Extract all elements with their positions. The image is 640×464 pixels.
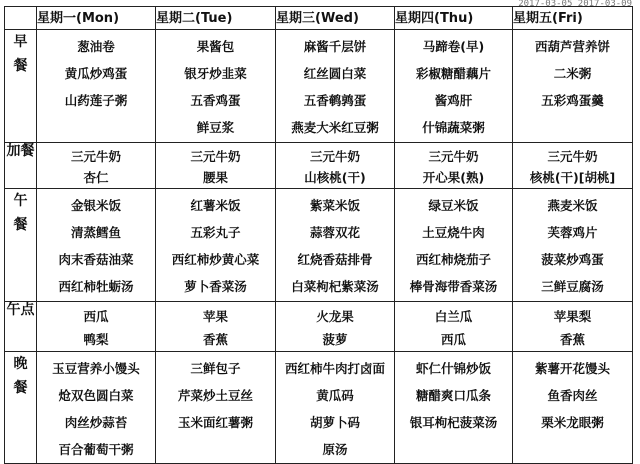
menu-item: 果酱包 [196,39,235,54]
menu-item: 三元牛奶 [428,149,479,164]
menu-item: 芹菜炒土豆丝 [177,388,253,403]
menu-item: 彩椒糖醋藕片 [415,66,491,81]
menu-item: 三元牛奶 [190,149,241,164]
meal-label-breakfast [5,30,37,143]
menu-item: 三鲜包子 [190,361,241,376]
menu-item: 清蒸鳕鱼 [70,225,121,240]
menu-item: 肉末香菇油菜 [58,252,134,267]
menu-item: 五香鹌鹑蛋 [303,93,367,108]
corner-cell [5,7,37,30]
day-header-thu: 星期四(Thu) [395,7,513,30]
menu-item: 肉丝炒蒜苔 [64,415,128,430]
meal-label-text: 晚 [13,356,28,372]
menu-cell-breakfast-tue [156,30,276,143]
menu-item: 红丝圆白菜 [303,66,367,81]
menu-item: 山药莲子粥 [64,93,128,108]
meal-row-breakfast [5,30,633,143]
menu-item: 百合葡萄干粥 [58,442,134,457]
menu-cell-snack-thu [395,143,513,189]
menu-cell-lunch-tue [156,189,276,302]
menu-item: 紫菜米饭 [309,198,360,213]
menu-cell-lunch-mon [37,189,156,302]
menu-item: 西瓜 [83,309,109,324]
menu-item: 腰果 [202,170,228,185]
menu-cell-dinner-wed [276,352,395,464]
menu-cell-snack-tue [156,143,276,189]
menu-item: 棒骨海带香菜汤 [409,279,498,294]
menu-item: 西红柿炒黄心菜 [171,252,260,267]
menu-cell-lunch-thu [395,189,513,302]
meal-label-text: 加餐 [6,143,35,159]
menu-item: 原汤 [322,442,348,457]
menu-item: 五彩丸子 [190,225,241,240]
menu-item: 苹果梨 [553,309,592,324]
day-header-wed: 星期三(Wed) [276,7,395,30]
menu-item: 三元牛奶 [309,149,360,164]
day-header-fri: 星期五(Fri) [513,7,633,30]
meal-label-text: 午 [13,193,28,209]
menu-item: 西瓜 [440,332,466,347]
meal-label-text: 餐 [13,58,28,74]
day-header-mon: 星期一(Mon) [37,7,156,30]
menu-item: 菠萝 [322,332,348,347]
menu-cell-dinner-fri [513,352,633,464]
menu-cell-afternoon-snack-thu [395,302,513,352]
meal-row-afternoon-snack [5,302,633,352]
menu-item: 山核桃(干) [304,170,366,185]
meal-row-lunch [5,189,633,302]
menu-item: 酱鸡肝 [434,93,473,108]
menu-item: 银耳枸杞菠菜汤 [409,415,498,430]
menu-item: 炝双色圆白菜 [58,388,134,403]
menu-cell-lunch-fri [513,189,633,302]
menu-item: 绿豆米饭 [428,198,479,213]
menu-item: 香蕉 [559,332,585,347]
weekly-menu-table [4,6,633,464]
menu-item: 金银米饭 [70,198,121,213]
meal-label-text: 餐 [13,380,28,396]
menu-item: 葱油卷 [77,39,115,54]
menu-item: 栗米龙眼粥 [541,415,604,430]
menu-item: 麻酱千层饼 [303,39,367,54]
meal-label-afternoon-snack [5,302,37,352]
menu-cell-breakfast-thu [395,30,513,143]
menu-item: 糖醋爽口瓜条 [415,388,491,403]
menu-item: 苹果 [202,309,228,324]
meal-label-dinner [5,352,37,464]
meal-label-snack [5,143,37,189]
menu-cell-afternoon-snack-fri [513,302,633,352]
menu-item: 西红柿牡蛎汤 [58,279,134,294]
menu-item: 火龙果 [316,309,354,324]
menu-cell-snack-mon [37,143,156,189]
menu-item: 燕麦大米红豆粥 [291,120,379,135]
menu-item: 红烧香菇排骨 [297,252,373,267]
menu-item: 西红柿烧茄子 [415,252,491,267]
menu-item: 三元牛奶 [70,149,121,164]
menu-cell-snack-wed [276,143,395,189]
menu-item: 玉米面红薯粥 [177,415,253,430]
menu-item: 五香鸡蛋 [190,93,241,108]
menu-cell-afternoon-snack-mon [37,302,156,352]
menu-item: 红薯米饭 [190,198,241,213]
menu-item: 黄瓜码 [316,388,354,403]
menu-item: 燕麦米饭 [547,198,598,213]
menu-item: 胡萝卜码 [309,415,360,430]
menu-item: 鲜豆浆 [196,120,235,135]
menu-item: 香蕉 [202,332,228,347]
menu-item: 三元牛奶 [547,149,598,164]
menu-item: 土豆烧牛肉 [422,225,485,240]
menu-cell-dinner-mon [37,352,156,464]
meal-label-text: 早 [13,34,28,50]
menu-cell-afternoon-snack-wed [276,302,395,352]
date-range-text: 2017-03-05 2017-03-09 [518,0,632,9]
header-row [5,7,633,30]
menu-item: 核桃(干)[胡桃] [529,170,616,185]
menu-cell-snack-fri [513,143,633,189]
menu-item: 五彩鸡蛋羹 [541,93,604,108]
meal-label-text: 餐 [13,217,28,233]
menu-item: 紫薯开花馒头 [534,361,610,376]
meal-label-text: 午点 [6,302,35,318]
menu-item: 银牙炒韭菜 [184,66,247,81]
menu-item: 什锦蔬菜粥 [422,120,485,135]
menu-item: 西葫芦营养饼 [534,39,610,54]
menu-cell-breakfast-mon [37,30,156,143]
menu-cell-lunch-wed [276,189,395,302]
menu-item: 玉豆营养小馒头 [52,361,140,376]
menu-cell-dinner-tue [156,352,276,464]
meal-label-lunch [5,189,37,302]
menu-cell-breakfast-wed [276,30,395,143]
day-header-tue: 星期二(Tue) [156,7,276,30]
menu-item: 虾仁什锦炒饭 [415,361,491,376]
menu-item: 白兰瓜 [434,309,473,324]
menu-cell-dinner-thu [395,352,513,464]
menu-item: 鸭梨 [83,332,109,347]
menu-item: 蒜蓉双花 [309,225,360,240]
menu-item: 黄瓜炒鸡蛋 [64,66,128,81]
menu-item: 芙蓉鸡片 [547,225,598,240]
meal-row-dinner [5,352,633,464]
menu-cell-breakfast-fri [513,30,633,143]
menu-item: 萝卜香菜汤 [184,279,247,294]
meal-row-snack [5,143,633,189]
menu-item: 开心果(熟) [422,170,485,185]
menu-item: 西红柿牛肉打卤面 [284,361,385,376]
menu-item: 菠菜炒鸡蛋 [541,252,604,267]
menu-cell-afternoon-snack-tue [156,302,276,352]
menu-item: 杏仁 [83,170,109,185]
menu-item: 三鲜豆腐汤 [541,279,604,294]
menu-item: 马蹄卷(早) [422,39,485,54]
menu-item: 二米粥 [553,66,592,81]
menu-item: 鱼香肉丝 [547,388,598,403]
menu-item: 白菜枸杞紫菜汤 [291,279,379,294]
